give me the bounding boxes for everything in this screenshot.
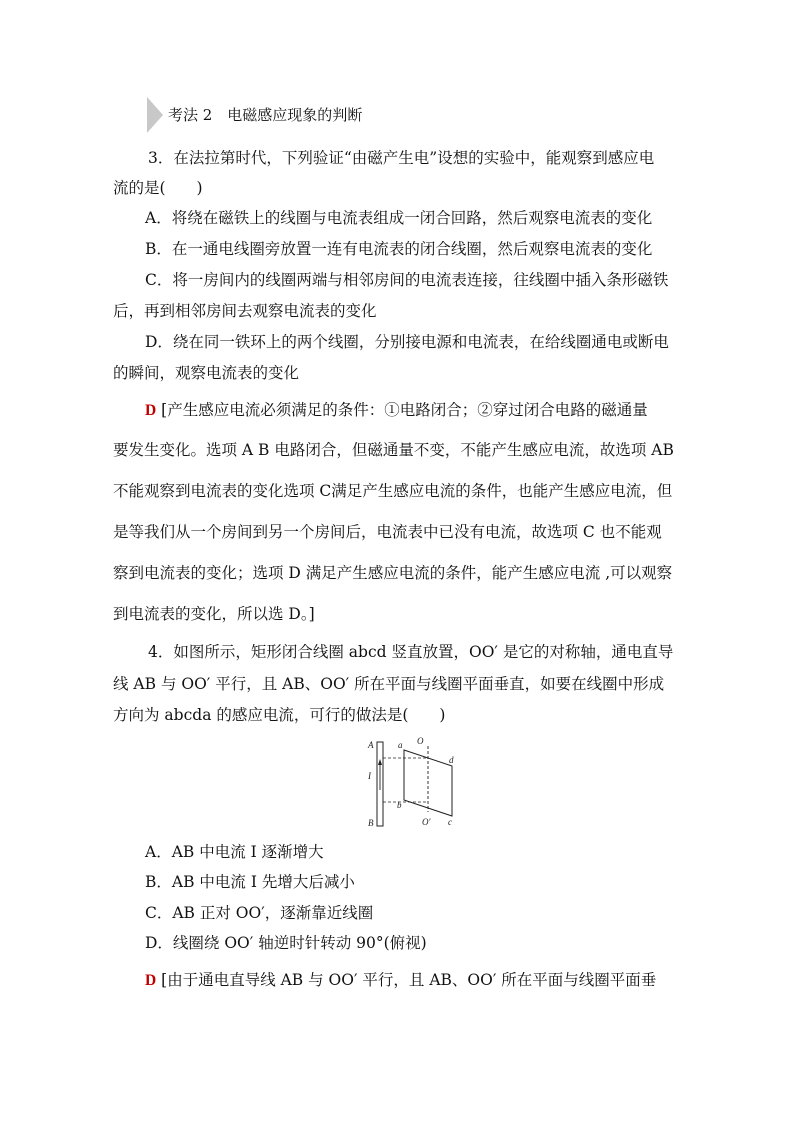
q4-stem-line-2: 线 AB 与 OO′ 平行，且 AB、OO′ 所在平面与线圈平面垂直，如要在线圈中形成: [113, 675, 665, 693]
q3-explanation-line-4: 是等我们从一个房间到另一个房间后，电流表中已没有电流，故选项 C 也不能观: [113, 523, 662, 541]
q3-explanation-line-5: 察到电流表的变化；选项 D 满足产生感应电流的条件，能产生感应电流 ,可以观察: [113, 564, 673, 582]
q3-stem-line-1: 3．在法拉第时代，下列验证“由磁产生电”设想的实验中，能观察到感应电: [148, 149, 655, 167]
q4-stem-line-3: 方向为 abcda 的感应电流，可行的做法是( ): [113, 706, 446, 724]
coil-wire-figure: [360, 732, 470, 832]
q3-explanation-line-2: 要发生变化。选项 A B 电路闭合，但磁通量不变，不能产生感应电流，故选项 AB: [113, 441, 674, 459]
label-o: O: [417, 736, 424, 746]
q4-stem-line-1: 4．如图所示，矩形闭合线圈 abcd 竖直放置，OO′ 是它的对称轴，通电直导: [148, 643, 674, 661]
q3-explanation-line-3: 不能观察到电流表的变化选项 C满足产生感应电流的条件，也能产生感应电流，但: [113, 482, 673, 500]
q3-explanation-line-6: 到电流表的变化，所以选 D。]: [113, 605, 315, 623]
label-b-upper: B: [368, 818, 374, 828]
q3-option-d: D．绕在同一铁环上的两个线圈，分别接电源和电流表，在给线圈通电或断电: [145, 333, 669, 351]
q3-answer-letter: D: [145, 402, 157, 419]
section-heading: 考法 2 电磁感应现象的判断: [168, 106, 363, 124]
q3-option-b: B．在一通电线圈旁放置一连有电流表的闭合线圈，然后观察电流表的变化: [145, 240, 653, 258]
q3-explanation-line-1: [产生感应电流必须满足的条件：①电路闭合；②穿过闭合电路的磁通量: [161, 401, 648, 419]
q4-option-d: D．线圈绕 OO′ 轴逆时针转动 90°(俯视): [145, 934, 427, 952]
q3-option-c: C．将一房间内的线圈两端与相邻房间的电流表连接，往线圈中插入条形磁铁: [145, 271, 669, 289]
label-b: b: [397, 800, 402, 810]
label-i: I: [368, 771, 371, 781]
q3-answer-line: [145, 400, 648, 421]
q4-explanation-line-1: [由于通电直导线 AB 与 OO′ 平行，且 AB、OO′ 所在平面与线圈平面垂: [161, 971, 657, 989]
label-d: d: [449, 755, 454, 765]
q4-answer-letter: D: [145, 972, 157, 989]
q4-option-c: C．AB 正对 OO′，逐渐靠近线圈: [145, 904, 374, 922]
q4-option-a: A．AB 中电流 I 逐渐增大: [145, 843, 324, 861]
q3-option-c-cont: 后，再到相邻房间去观察电流表的变化: [113, 302, 377, 320]
q3-option-a: A．将绕在磁铁上的线圈与电流表组成一闭合回路，然后观察电流表的变化: [145, 209, 653, 227]
label-a-upper: A: [368, 740, 374, 750]
label-a: a: [398, 740, 403, 750]
label-o-prime: O′: [422, 817, 431, 827]
q3-option-d-cont: 的瞬间，观察电流表的变化: [113, 364, 300, 382]
q4-option-b: B．AB 中电流 I 先增大后减小: [145, 873, 355, 891]
q3-stem-line-2: 流的是( ): [113, 179, 203, 197]
section-arrow-icon: [147, 97, 163, 133]
label-c: c: [448, 817, 452, 827]
q4-answer-line: [145, 970, 656, 991]
